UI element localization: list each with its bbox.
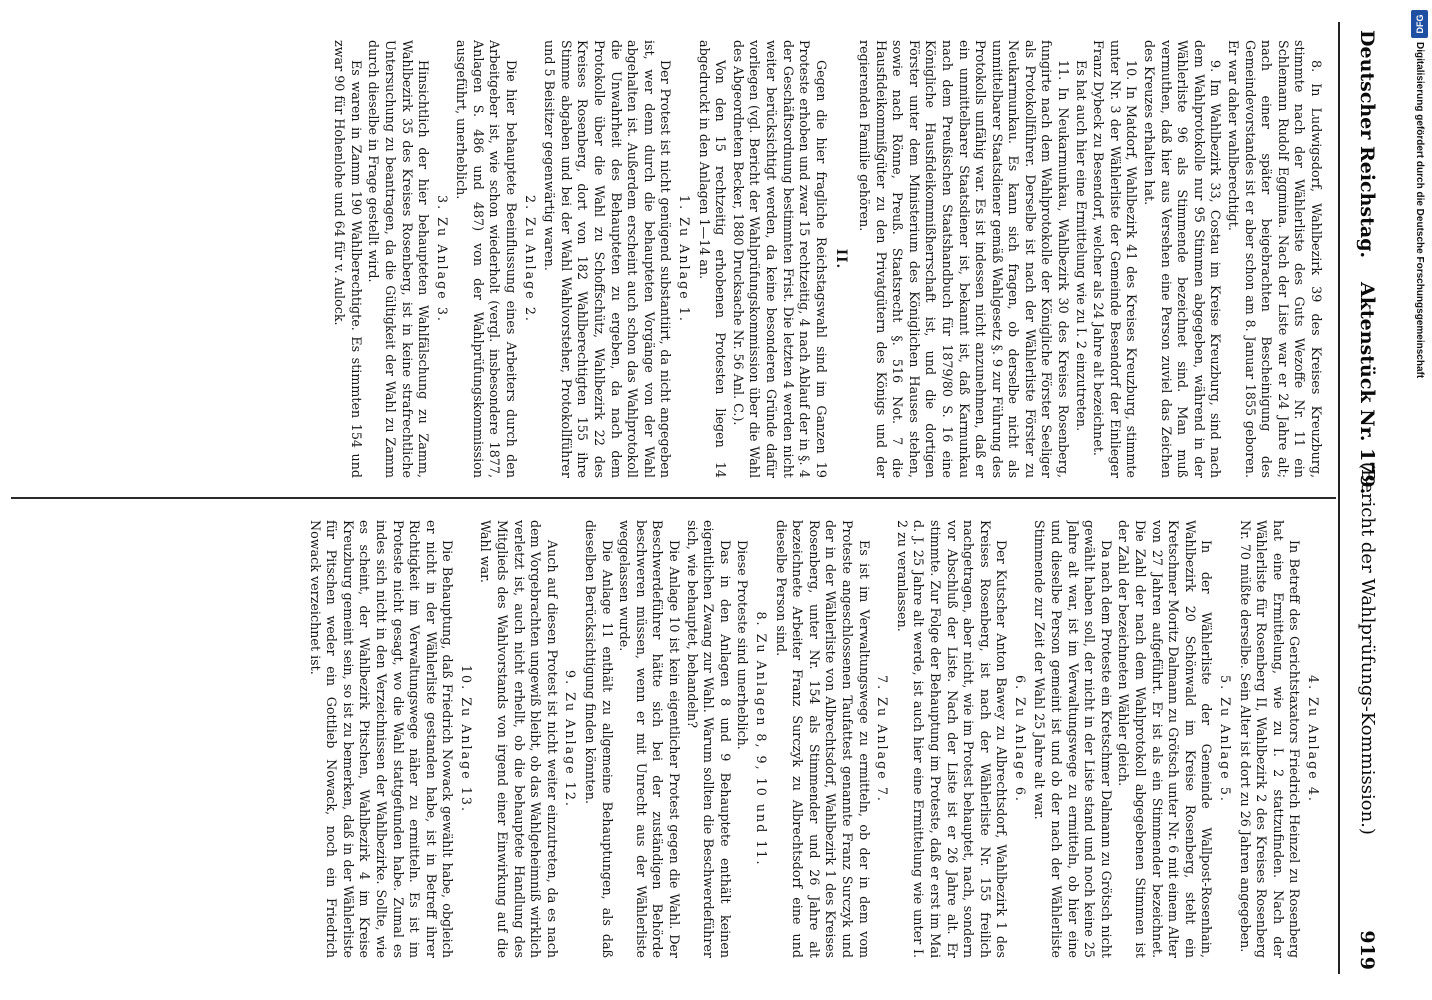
heading-anlage-6: 6. Zu Anlage 6. — [1012, 675, 1028, 803]
text-anlage-11: Die Anlage 11 enthält zu allgemeine Behauptungen, als daß dieselben Berücksichtigung finden könnten. — [583, 520, 615, 958]
text-anlage-4: In Betreff des Gerichtstaxators Friedrich Heinzel zu Rosenberg hat eine Ermittelung, wie zu I. 2 stattzufinden. Nach der Wählerliste für Rosenberg II, Wahlbezirk 2 des Kreises Rosenberg Nr. 70 müßte derselbe. Sein Alter ist dort zu 26 Jahren angegeben. — [1237, 520, 1303, 958]
text-anlagen-8-9: Das in den Anlagen 8 und 9 Behauptete enthält keinen eigentlichen Zwang zur Wahl. Warum sollten die Beschwerdeführer sich, wie behauptet, behandeln? — [684, 520, 733, 958]
section-heading-II: II. — [833, 248, 850, 270]
heading-anlage-1: 1. Zu Anlage 1. — [677, 195, 693, 323]
paragraph-10: 10. In Matdorf, Wahlbezirk 41 des Kreises Kreuzburg, stimmte unter Nr. 3 der Wählerliste der Gemeinde Besendorf der Einlieger Franz Dybeck zu Besendorf, welcher als 24 Jahre alt bezeichnet. — [1091, 40, 1140, 478]
header-center: Aktenstück Nr. 179. — [1356, 282, 1378, 495]
section-II-intro: Gegen die hier fragliche Reichstagswahl sind im Ganzen 19 Proteste erhoben und zwar 15 rechtzeitig, 4 nach Ablauf der in §. 4 der Geschäftsordnung bestimmten Frist. Die letzten 4 werden nicht weiter berücksichtigt werden, da keine besonderen Gründe dafür vorliegen (vgl. Bericht der Wahlprüfungskommission über die Wahl des Abgeordneten Becker, 1880 Drucksache Nr. 56 Anl. C.). — [730, 40, 829, 478]
dfg-credit-text: Digitalisierung gefördert durch die Deutsche Forschungsgemeinschaft — [1414, 42, 1425, 379]
dfg-logo-text: DFG — [1414, 14, 1425, 34]
text-anlage-2: Die hier behauptete Beeinflussung eines Arbeiters durch den Arbeitgeber ist, wie schon wiederholt (vergl. insbesondere 1877, Anlagen S. 486 und 487) von der Wahlprüfungskommission ausgeführt, unerheblich. — [454, 40, 520, 478]
header-right: (Bericht der Wahlprüfungs-Kommission.) — [1357, 462, 1378, 835]
text-anlage-5: In der Wählerliste der Gemeinde Wallpost-Rosenhain, Wahlbezirk 20 Schönwald im Kreise Rosenberg, steht ein Kretschmer Moritz Dalmann zu Grötsch unter Nr. 6 mit einem Alter von 27 Jahren aufgeführt. Er ist als ein Stimmender bezeichnet. Die Zahl der nach dem Wahlprotokoll abgegebenen Stimmen ist der Zahl der bezeichneten Wähler gleich. — [1116, 520, 1215, 958]
page-number: 919 — [1356, 930, 1378, 970]
text-anlage-12: Auch auf diesen Protest ist nicht weiter einzutreten, da es nach dem Vorgebrachten ungewiß bleibt, ob das Wahlgeheimniß wirklich verletzt ist, auch nicht erhellt, ob die behauptete Handlung des Mitglieds des Wahlvorstands von irgend einer Einwirkung auf die Wahl war. — [478, 520, 560, 958]
paragraph-10b: Es hat auch hier eine Ermittelung wie zu I. 2 einzutreten. — [1073, 60, 1089, 432]
text-anlage-3b: Es waren in Zamm 190 Wahlberechtigte. Es stimmten 154 und zwar 90 für Hohenlohe und 64 für v. Aulock. — [332, 40, 364, 478]
text-anlage-13: Die Behauptung, daß Friedrich Nowack gewählt habe, obgleich er nicht in der Wählerliste gestanden habe, ist in Betreff ihrer Richtigkeit im Verwaltungswege näher zu ermitteln. Es ist im Proteste nicht gesagt, wo die Wahl stattgefunden habe. Zumal es indes sich nicht in den Verzeichnissen der Wahlbezirke. Sollte, wie es scheint, der Wahlbezirk Pitschen, Wahlbezirk 4 im Kreise Kreuzburg gemeint sein, so ist zu bemerken, daß in der Wählerliste für Pitschen weder ein Gottlieb Nowack, noch ein Friedrich Nowack verzeichnet ist. — [307, 520, 456, 958]
text-anlagen-8-11: Diese Proteste sind unerheblich. — [735, 540, 751, 750]
heading-anlage-2: 2. Zu Anlage 2. — [522, 195, 538, 323]
running-header — [1348, 22, 1378, 974]
left-column — [9, 40, 1324, 478]
heading-anlage-12: 9. Zu Anlage 12. — [563, 670, 579, 808]
text-anlage-5b: Da nach dem Proteste ein Kretschmer Dalmann zu Grötsch nicht gewählt haben soll, der nicht in der Liste stand und noch keine 25 Jahre alt war, ist im Verwaltungswege zu ermitteln, ob hier eine und dieselbe Person gemeint ist und ob der nach der Wählerliste Stimmende zur Zeit der Wahl 25 Jahre alt war. — [1032, 520, 1114, 958]
text-anlage-3: Hinsichtlich der hier behaupteten Wahlfälschung zu Zamm, Wahlbezirk 35 des Kreises Rosenberg, ist in keine strafrechtliche Untersuchung zu beantragen, da die Gültigkeit der Wahl zu Zamm durch dieselbe in Frage gestellt wird. — [366, 40, 432, 478]
text-anlage-10: Die Anlage 10 ist kein eigentlicher Protest gegen die Wahl. Der Beschwerdeführer hätte sich bei der zuständigen Behörde beschweren müssen, wenn er mit Unrecht aus der Wählerliste weggelassen wurde. — [617, 520, 683, 958]
text-anlage-1: Der Protest ist nicht genügend substantiirt, da nicht angegeben ist, wer denn durch die behaupteten Vorgänge von der Wahl abgehalten ist. Außerdem erscheint auch schon das Wahlprotokoll die Unwahrheit des Behaupteten zu ergeben, da nach dem Protokolle über die Wahl zu Schoffschütz, Wahlbezirk 22 des Kreises Rosenberg, dort von 182 Wahlberechtigten 155 ihre Stimme abgaben und bei der Wahl Wahlvorsteher, Protokollführer und 5 Beisitzer gegenwärtig waren. — [542, 40, 674, 478]
heading-anlagen-8-11: 8. Zu Anlagen 8, 9, 10 und 11. — [754, 611, 769, 867]
paragraph-9: 9. Im Wahlbezirk 33, Costau im Kreise Kreuzburg, sind nach dem Wahlprotokolle nur 95 Stimmen abgegeben, während in der Wählerliste 96 als Stimmende bezeichnet sind. Man muß vermuthen, daß hier aus Versehen eine Person zuviel das Zeichen des Kreuzes erhalten hat. — [1142, 40, 1224, 478]
heading-anlage-3: 3. Zu Anlage 3. — [434, 195, 450, 323]
dfg-logo — [1411, 10, 1428, 38]
heading-anlage-13: 10. Zu Anlage 13. — [458, 664, 474, 814]
heading-anlage-5: 5. Zu Anlage 5. — [1218, 675, 1234, 803]
column-divider — [11, 497, 1336, 499]
dfg-credit-strip — [1408, 4, 1430, 996]
text-anlage-7: Es ist im Verwaltungswege zu ermitteln, ob der in dem vom Proteste angeschlossenen Taufattest genannte Franz Surczyk und der in der Wählerliste von Albrechtsdorf, Wahlbezirk 1 des Kreises Rosenberg, unter Nr. 154 als Stimmender und 26 Jahre alt bezeichnete Arbeiter Franz Surczyk zu Albrechtsdorf eine und dieselbe Person sind. — [773, 520, 872, 958]
header-left: Deutscher Reichstag. — [1356, 30, 1378, 259]
header-rule — [1338, 22, 1340, 974]
paragraph-8: 8. In Ludwigsdorf, Wahlbezirk 39 des Kreises Kreuzburg, stimmte nach der Wählerliste des Guts Wezoffe Nr. 11 ein Schlemann Rudolf Eggmina. Nach der Liste war er 24 Jahre alt; nach einer später beigebrachten Bescheinigung des Gemeindevorstandes ist er aber schon am 8. Januar 1855 geboren. Er war daher wahlberechtigt. — [1226, 40, 1324, 478]
right-column — [9, 520, 1324, 958]
text-anlage-6: Der Kutscher Anton Bawey zu Albrechtsdorf, Wahlbezirk 1 des Kreises Rosenberg, ist nach der Wählerliste Nr. 155 freilich nachgetragen, aber nicht, wie im Protest behauptet, nach, sondern vor Abschluß der Liste. Nach der Liste ist er 26 Jahre alt. Er stimmte. Zur Folge der Behauptung im Proteste, daß er erst im Mai d. J. 25 Jahre alt werde, ist auch hier eine Ermittelung wie unter I. 2 zu veranlassen. — [894, 520, 1010, 958]
section-II-count: Von den 15 rechtzeitig erhobenen Protesten liegen 14 abgedruckt in den Anlagen 1—14 an. — [696, 40, 729, 478]
paragraph-11: 11. In Neukarmunkau, Wahlbezirk 30 des Kreises Rosenberg, fungirte nach dem Wahlprotokolle der Königliche Förster Seeliger als Protokollführer. Derselbe ist nach der Wählerliste Förster zu Neukarmunkau. Es kann sich fragen, ob derselbe nicht als unmittelbarer Staatsdiener gemäß Wahlgesetz §. 9 zur Führung des Protokolls unfähig war. Es ist indessen nicht anzunehmen, daß er ein unmittelbarer Staatsdiener ist, bekannt ist, daß Karmunkau nach dem Preußischen Staatshandbuch für 1879/80 S. 16 eine Königliche Hausfideikommißherrschaft ist, und die dortigen Förster unter dem Ministerium des Königlichen Hauses stehen, sowie nach Rönne, Preuß. Staatsrecht §. 516 Not. 7 die Hausfideikommißgüter zu den Privatgütern des Königs und der regierenden Familie gehören. — [856, 40, 1072, 478]
heading-anlage-4: 4. Zu Anlage 4. — [1306, 675, 1321, 803]
heading-anlage-7: 7. Zu Anlage 7. — [875, 675, 891, 803]
